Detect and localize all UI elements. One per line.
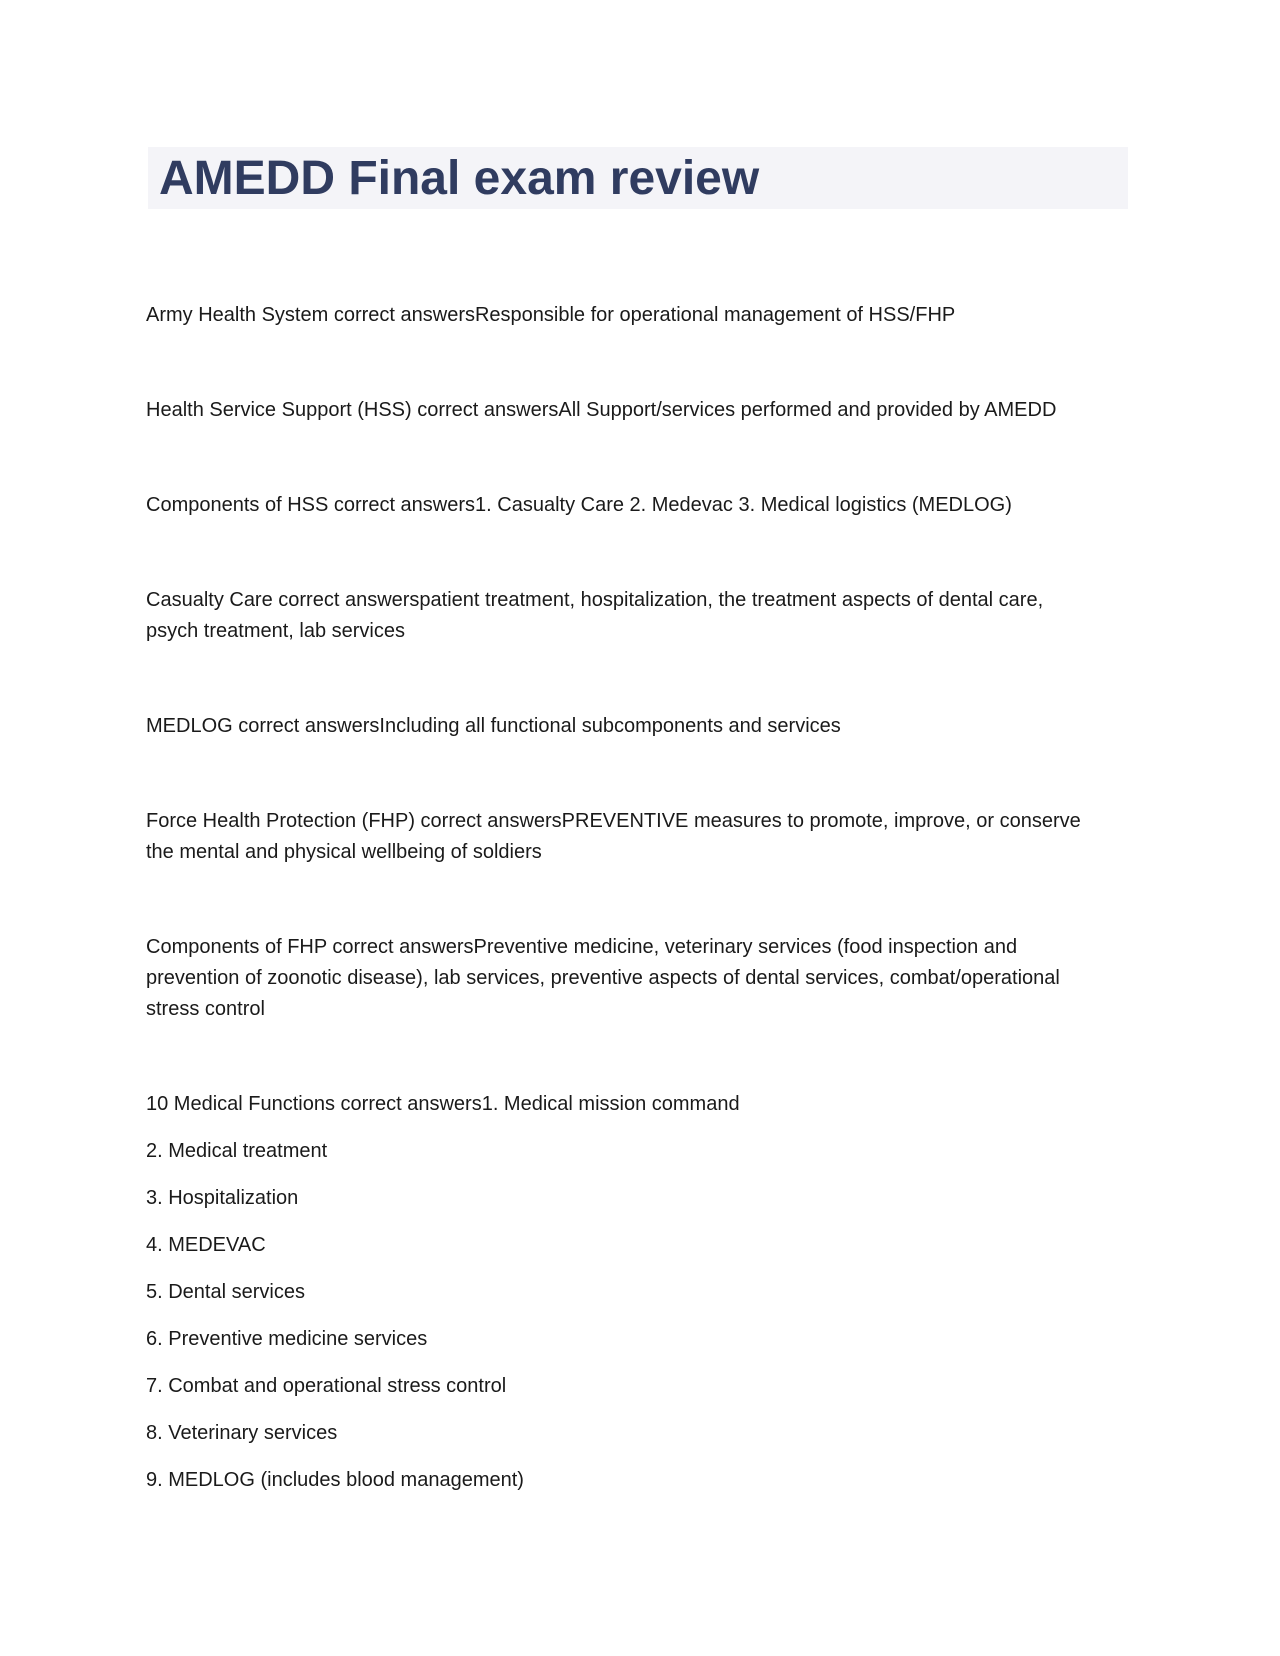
title-bar <box>148 147 1128 209</box>
text-line: 4. MEDEVAC <box>146 1234 266 1256</box>
list-item-paragraph <box>146 1324 1128 1355</box>
list-item-paragraph <box>146 1183 1128 1214</box>
text-line: stress control <box>146 998 265 1020</box>
document-body <box>146 300 1128 1496</box>
text-line: 10 Medical Functions correct answers1. Medical mission command <box>146 1093 740 1115</box>
qa-paragraph <box>146 585 1128 647</box>
text-line: 2. Medical treatment <box>146 1140 328 1162</box>
text-line: MEDLOG correct answersIncluding all functional subcomponents and services <box>146 715 841 737</box>
text-line: 9. MEDLOG (includes blood management) <box>146 1469 524 1491</box>
text-line: the mental and physical wellbeing of soldiers <box>146 841 542 863</box>
qa-paragraph <box>146 806 1128 868</box>
text-line: 3. Hospitalization <box>146 1187 299 1209</box>
list-item-paragraph <box>146 1089 1128 1120</box>
list-item-paragraph <box>146 1136 1128 1167</box>
list-item-paragraph <box>146 1465 1128 1496</box>
qa-paragraph <box>146 300 1128 331</box>
text-line: 6. Preventive medicine services <box>146 1328 428 1350</box>
text-line: Health Service Support (HSS) correct answersAll Support/services performed and provided by AMEDD <box>146 399 1057 421</box>
text-line: psych treatment, lab services <box>146 620 405 642</box>
text-line: Army Health System correct answersResponsible for operational management of HSS/FHP <box>146 304 956 326</box>
list-item-paragraph <box>146 1371 1128 1402</box>
list-item-paragraph <box>146 1277 1128 1308</box>
qa-paragraph <box>146 932 1128 1025</box>
list-item-paragraph <box>146 1418 1128 1449</box>
text-line: Components of FHP correct answersPreventive medicine, veterinary services (food inspection and <box>146 936 1018 958</box>
text-line: Force Health Protection (FHP) correct answersPREVENTIVE measures to promote, improve, or conserve <box>146 810 1081 832</box>
list-item-paragraph <box>146 1230 1128 1261</box>
text-line: Casualty Care correct answerspatient treatment, hospitalization, the treatment aspects of dental care, <box>146 589 1044 611</box>
text-line: 5. Dental services <box>146 1281 305 1303</box>
qa-paragraph <box>146 490 1128 521</box>
qa-paragraph <box>146 395 1128 426</box>
text-line: prevention of zoonotic disease), lab services, preventive aspects of dental services, combat/operational <box>146 967 1060 989</box>
text-line: Components of HSS correct answers1. Casualty Care 2. Medevac 3. Medical logistics (MEDLOG) <box>146 494 1012 516</box>
text-line: 8. Veterinary services <box>146 1422 338 1444</box>
text-line: 7. Combat and operational stress control <box>146 1375 507 1397</box>
page-title: AMEDD Final exam review <box>159 151 760 205</box>
qa-paragraph <box>146 711 1128 742</box>
